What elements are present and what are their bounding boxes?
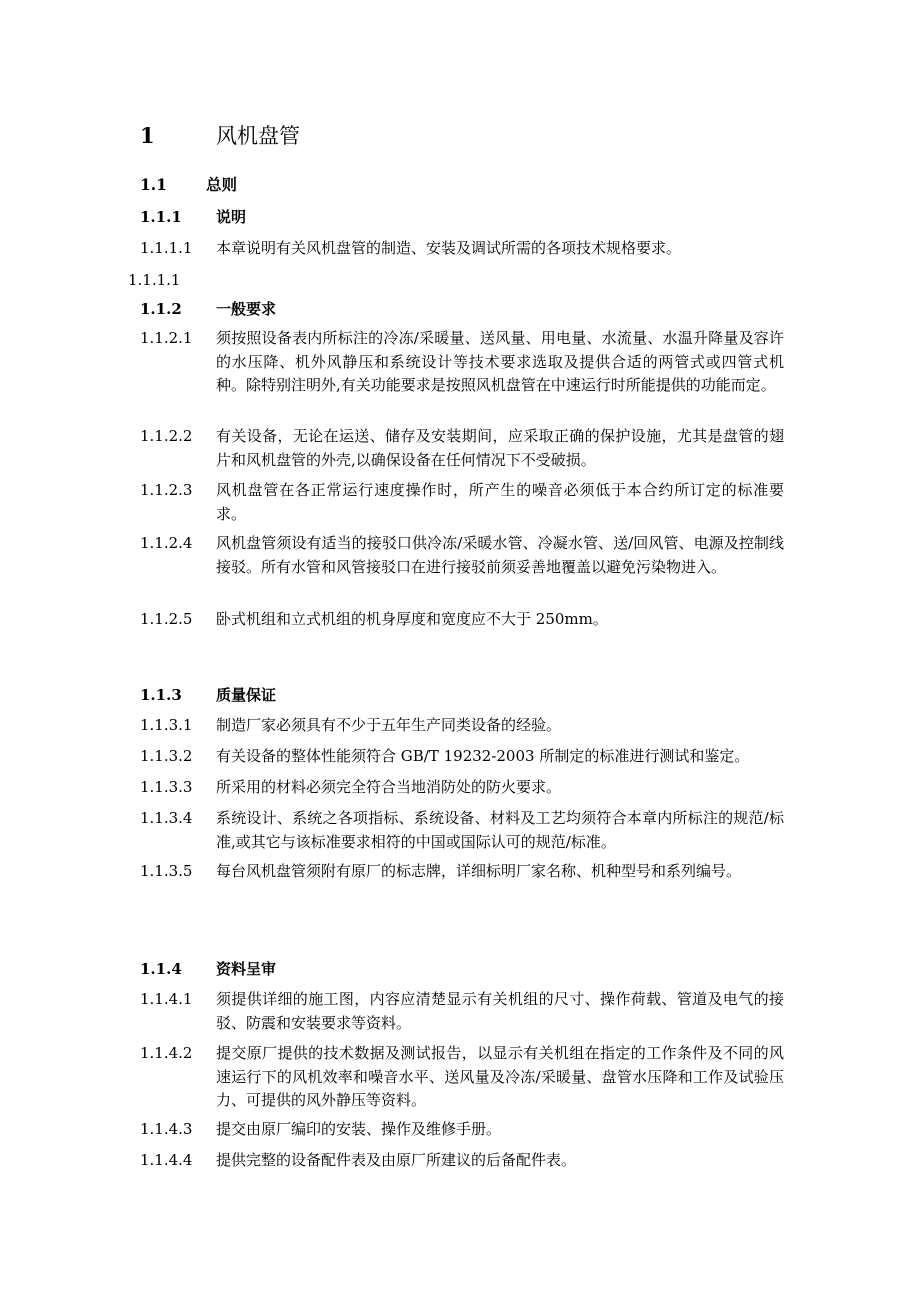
clause-number: 1.1.4.4 — [140, 1151, 193, 1169]
clause-text: 风机盘管须设有适当的接驳口供冷冻/采暖水管、冷凝水管、送/回风管、电源及控制线接驳。所有水管和风管接驳口在进行接驳前须妥善地覆盖以避免污染物进入。 — [216, 534, 784, 576]
clause-number: 1.1.4.1 — [140, 990, 193, 1008]
subsection-title: 资料呈审 — [216, 960, 277, 978]
clause-text: 风机盘管在各正常运行速度操作时，所产生的噪音必须低于本合约所订定的标准要求。 — [216, 481, 784, 523]
clause-text: 所采用的材料必须完全符合当地消防处的防火要求。 — [216, 778, 562, 796]
clause-number: 1.1.3.3 — [140, 778, 193, 796]
clause-text: 有关设备的整体性能须符合 GB/T 19232-2003 所制定的标准进行测试和鉴定。 — [216, 747, 750, 765]
subsection-number: 1.1.1 — [140, 208, 182, 226]
chapter-number: 1 — [140, 123, 155, 148]
subsection-number: 1.1.4 — [140, 960, 182, 978]
clause-number: 1.1.2.4 — [140, 534, 193, 552]
clause-number: 1.1.2.3 — [140, 481, 193, 499]
clause-number: 1.1.3.5 — [140, 862, 193, 880]
clause-text: 提交由原厂编印的安装、操作及维修手册。 — [216, 1120, 502, 1138]
subsection-number: 1.1.2 — [140, 300, 182, 318]
clause-number: 1.1.3.4 — [140, 809, 193, 827]
empty-clause-number: 1.1.1.1 — [128, 271, 181, 289]
chapter-title: 风机盘管 — [216, 124, 300, 148]
clause-text: 提交原厂提供的技术数据及测试报告，以显示有关机组在指定的工作条件及不同的风速运行下的风机效率和噪音水平、送风量及冷冻/采暖量、盘管水压降和工作及试验压力、可提供的风外静压等资料。 — [216, 1044, 784, 1109]
clause-text: 卧式机组和立式机组的机身厚度和宽度应不大于 250mm。 — [216, 610, 608, 628]
clause-number: 1.1.2.2 — [140, 427, 193, 445]
clause-number: 1.1.2.5 — [140, 610, 193, 628]
section-title: 总则 — [206, 175, 238, 194]
clause-number: 1.1.3.1 — [140, 716, 193, 734]
clause-number: 1.1.1.1 — [140, 239, 193, 257]
clause-text: 制造厂家必须具有不少于五年生产同类设备的经验。 — [216, 716, 562, 734]
section-number: 1.1 — [140, 175, 167, 194]
subsection-title: 质量保证 — [216, 686, 277, 704]
clause-text: 本章说明有关风机盘管的制造、安装及调试所需的各项技术规格要求。 — [216, 239, 682, 257]
clause-number: 1.1.4.3 — [140, 1120, 193, 1138]
clause-number: 1.1.3.2 — [140, 747, 193, 765]
clause-text: 须提供详细的施工图，内容应清楚显示有关机组的尺寸、操作荷载、管道及电气的接驳、防震和安装要求等资料。 — [216, 990, 784, 1032]
subsection-title: 一般要求 — [216, 300, 277, 318]
clause-text: 每台风机盘管须附有原厂的标志牌，详细标明厂家名称、机种型号和系列编号。 — [216, 862, 742, 880]
subsection-number: 1.1.3 — [140, 686, 182, 704]
clause-text: 须按照设备表内所标注的冷冻/采暖量、送风量、用电量、水流量、水温升降量及容许的水压降、机外风静压和系统设计等技术要求选取及提供合适的两管式或四管式机种。除特别注明外,有关功能要求是按照风机盘管在中速运行时所能提供的功能而定。 — [216, 329, 784, 394]
clause-text: 提供完整的设备配件表及由原厂所建议的后备配件表。 — [216, 1151, 577, 1169]
clause-number: 1.1.4.2 — [140, 1044, 193, 1062]
clause-text: 有关设备，无论在运送、储存及安装期间，应采取正确的保护设施，尤其是盘管的翅片和风机盘管的外壳,以确保设备在任何情况下不受破损。 — [216, 427, 784, 469]
subsection-title: 说明 — [216, 208, 247, 226]
clause-text: 系统设计、系统之各项指标、系统设备、材料及工艺均须符合本章内所标注的规范/标准,或其它与该标准要求相符的中国或国际认可的规范/标准。 — [216, 809, 784, 851]
clause-number: 1.1.2.1 — [140, 329, 193, 347]
